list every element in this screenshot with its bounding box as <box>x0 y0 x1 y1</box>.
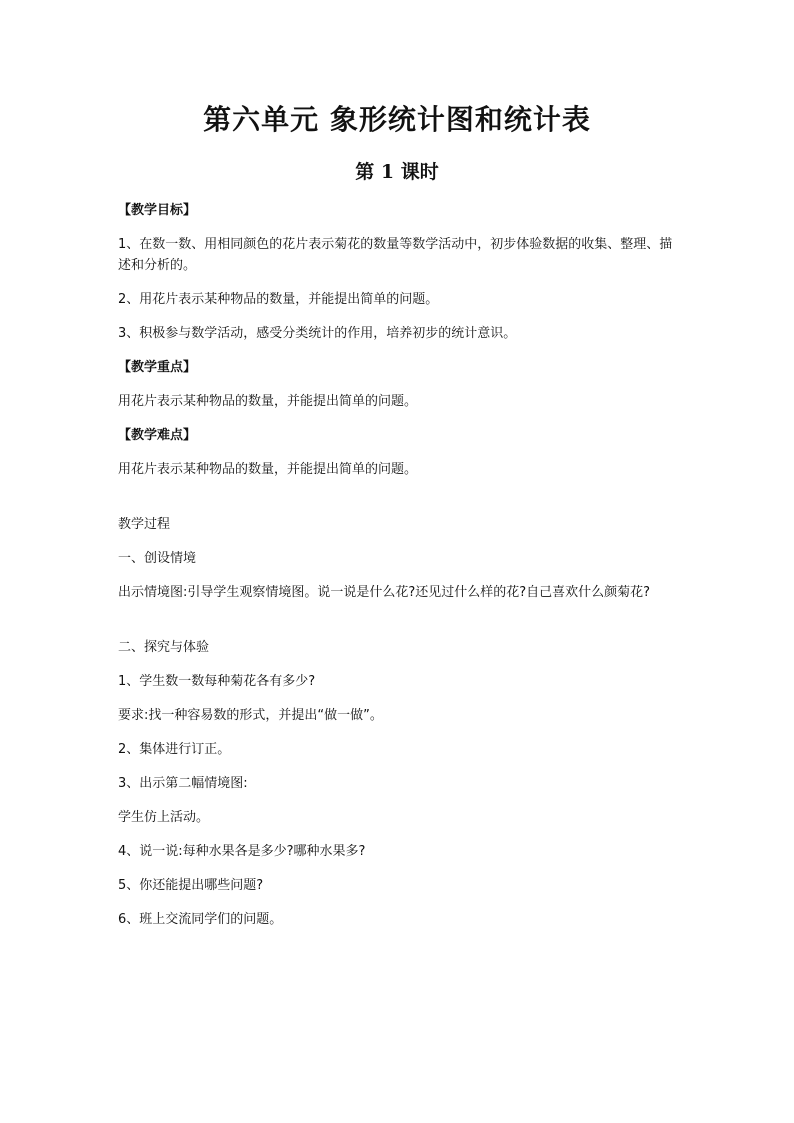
part1-heading: 一、创设情境 <box>118 551 197 566</box>
part2-item: 学生仿上活动。 <box>118 810 210 825</box>
part2-heading: 二、探究与体验 <box>118 640 210 655</box>
document-title: 第六单元 象形统计图和统计表 <box>203 103 591 136</box>
part2-item: 3、出示第二幅情境图: <box>118 776 248 791</box>
document-body <box>118 200 678 930</box>
key-points-heading: 【教学重点】 <box>118 360 197 375</box>
part2-item: 4、说一说:每种水果各是多少?哪种水果多? <box>118 844 366 859</box>
part2-item: 6、班上交流同学们的问题。 <box>118 912 283 927</box>
difficulties-heading: 【教学难点】 <box>118 428 197 443</box>
key-points-text: 用花片表示某种物品的数量，并能提出简单的问题。 <box>118 394 418 409</box>
part2-item: 2、集体进行订正。 <box>118 742 231 757</box>
process-heading: 教学过程 <box>118 517 171 532</box>
objective-item: 3、积极参与数学活动，感受分类统计的作用，培养初步的统计意识。 <box>118 326 517 341</box>
part1-text: 出示情境图:引导学生观察情境图。说一说是什么花?还见过什么样的花?自己喜欢什么颜菊花? <box>118 585 651 600</box>
part2-item: 1、学生数一数每种菊花各有多少? <box>118 674 316 689</box>
objectives-heading: 【教学目标】 <box>118 203 197 218</box>
lesson-subtitle: 第 1 课时 <box>355 161 439 183</box>
difficulties-text: 用花片表示某种物品的数量，并能提出简单的问题。 <box>118 462 418 477</box>
objective-item: 1、在数一数、用相同颜色的花片表示菊花的数量等数学活动中，初步体验数据的收集、整理、描述和分析的。 <box>118 237 673 273</box>
part2-item: 5、你还能提出哪些问题? <box>118 878 264 893</box>
part2-item: 要求:找一种容易数的形式，并提出“做一做”。 <box>118 708 383 723</box>
objective-item: 2、用花片表示某种物品的数量，并能提出简单的问题。 <box>118 292 439 307</box>
